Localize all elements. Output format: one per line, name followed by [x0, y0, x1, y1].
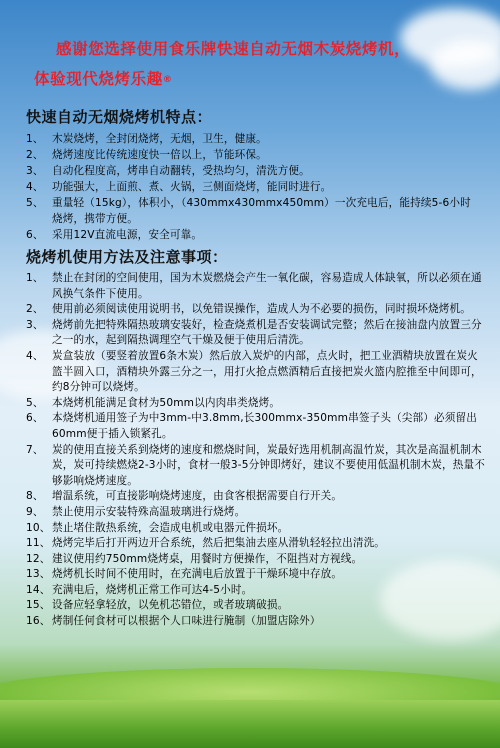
feature-item [26, 131, 481, 147]
feature-item [26, 227, 481, 243]
usage-item-text: 建议使用约750mm烧烤桌，用餐时方便操作，不阻挡对方视线。 [52, 552, 363, 565]
features-section [26, 106, 481, 243]
feature-item [26, 179, 481, 195]
usage-item [26, 567, 486, 583]
tagline [34, 34, 496, 95]
tagline-line-2-text: 体验现代烧烤乐趣 [34, 70, 163, 88]
feature-item [26, 195, 481, 227]
usage-item [26, 598, 486, 614]
usage-item [26, 318, 486, 349]
usage-item-text: 禁止使用示安装特殊高温玻璃进行烧烤。 [52, 505, 246, 518]
usage-title: 烧烤机使用方法及注意事项： [26, 248, 228, 266]
usage-item-number: 2、 [26, 303, 44, 316]
usage-item [26, 536, 486, 552]
usage-item-text: 设备应轻拿轻放，以免机芯错位，或者玻璃破损。 [52, 599, 289, 612]
features-title: 快速自动无烟烧烤机特点： [26, 108, 213, 126]
tagline-line-2 [34, 64, 496, 95]
feature-item-text: 重量轻（15kg），体积小，（430mmx430mmx450mm）一次充电后，能持续5-6小时烧烤，携带方便。 [52, 197, 471, 225]
feature-item-number: 4、 [26, 181, 44, 193]
usage-item [26, 583, 486, 599]
usage-item [26, 552, 486, 568]
usage-item-number: 5、 [26, 396, 44, 409]
usage-item-number: 7、 [26, 443, 44, 456]
usage-item [26, 271, 486, 302]
usage-item-number: 6、 [26, 412, 44, 425]
usage-item-number: 9、 [26, 505, 44, 518]
usage-item-text: 烧烤完毕后打开两边开合系统，然后把集油去座从滑轨轻轻拉出清洗。 [52, 537, 386, 550]
usage-item-number: 14、 [26, 583, 51, 596]
usage-item-number: 11、 [26, 537, 51, 550]
feature-item-text: 自动化程度高，烤串自动翻转，受热均匀，清洗方便。 [52, 165, 310, 177]
usage-item-text: 炭的使用直接关系到烧烤的速度和燃烧时间，炭最好选用机制高温竹炭，其次是高温机制木炭，炭可持续燃烧2-3小时，食材一般3-5分钟即烤好，建议不要使用低温机制木炭，热量不够影响烧烤速度。 [52, 443, 486, 487]
usage-item-text: 禁止在封闭的空间使用，国为木炭燃烧会产生一氧化碳，容易造成人体缺氧，所以必须在通风换气条件下使用。 [52, 272, 482, 300]
features-list [26, 131, 481, 243]
usage-item-text: 禁止堵住散热系统，会造成电机或电器元件损坏。 [52, 521, 289, 534]
usage-item [26, 614, 486, 630]
usage-item-number: 16、 [26, 615, 51, 628]
feature-item-number: 5、 [26, 197, 44, 209]
usage-item [26, 396, 486, 412]
usage-item-number: 1、 [26, 272, 44, 284]
usage-item [26, 443, 486, 490]
feature-item [26, 147, 481, 163]
grass-decoration [0, 700, 500, 748]
registered-mark: ® [162, 75, 173, 85]
feature-item-number: 1、 [26, 133, 44, 145]
usage-item-text: 充满电后，烧烤机正常工作可达4-5小时。 [52, 583, 253, 596]
usage-item [26, 411, 486, 442]
usage-item-text: 本烧烤机能满足食材为50mm以内肉串类烧烤。 [52, 396, 281, 409]
usage-item [26, 349, 486, 396]
usage-item-text: 本烧烤机通用签子为中3mm-中3.8mm,长300mmx-350mm串签子头（尖部）必须留出60mm便于插入锁紧孔。 [52, 412, 478, 440]
usage-item-number: 3、 [26, 318, 44, 331]
usage-list [26, 271, 486, 630]
usage-item-number: 12、 [26, 552, 51, 565]
usage-item [26, 505, 486, 521]
usage-item-number: 8、 [26, 490, 44, 503]
usage-item-number: 4、 [26, 349, 44, 362]
usage-item-text: 使用前必须阅读使用说明书，以免错误操作，造成人为不必要的损伤，同时损坏烧烤机。 [52, 303, 472, 316]
feature-item-text: 功能强大，上面煎、煮、火锅，三侧面烧烤，能同时进行。 [52, 181, 332, 193]
tagline-line-1: 感谢您选择使用食乐牌快速自动无烟木炭烧烤机， [56, 40, 411, 58]
usage-item-number: 15、 [26, 599, 51, 612]
usage-item-text: 烧烤前先把特殊隔热玻璃安装好，检查烧煮机是否安装调试完整；然后在接油盘内放置三分之一的水，起到隔热调理空气干燥及便于使用后清洗。 [52, 318, 482, 347]
feature-item-text: 木炭烧烤，全封闭烧烤，无烟，卫生，健康。 [52, 133, 267, 145]
feature-item-number: 6、 [26, 229, 44, 241]
usage-item-text: 烤制任何食材可以根据个人口味进行腌制（加盟店除外） [52, 615, 321, 628]
usage-item [26, 521, 486, 537]
feature-item-number: 2、 [26, 149, 44, 161]
usage-item-text: 炭盒装放（要竖着放置6条木炭）然后放入炭炉的内部，点火时，把工业酒精块放置在炭火篮半圆入口，酒精块外露三分之一，用打火抢点燃酒精后直接把炭火篮内腔推至中间即可，约8分钟可以烧烤。 [52, 349, 482, 394]
usage-item-number: 13、 [26, 568, 51, 581]
feature-item [26, 163, 481, 179]
feature-item-text: 采用12V直流电源，安全可靠。 [52, 229, 203, 241]
usage-section [26, 246, 486, 630]
usage-item [26, 302, 486, 318]
usage-item-text: 增温系统，可直接影响烧烤速度，由食客根据需要自行开关。 [52, 490, 343, 503]
feature-item-text: 烧烤速度比传统速度快一倍以上，节能环保。 [52, 149, 267, 161]
usage-item [26, 489, 486, 505]
usage-item-text: 烧烤机长时间不使用时，在充满电后放置于干燥环境中存放。 [52, 568, 343, 581]
feature-item-number: 3、 [26, 165, 44, 177]
usage-item-number: 10、 [26, 521, 51, 534]
